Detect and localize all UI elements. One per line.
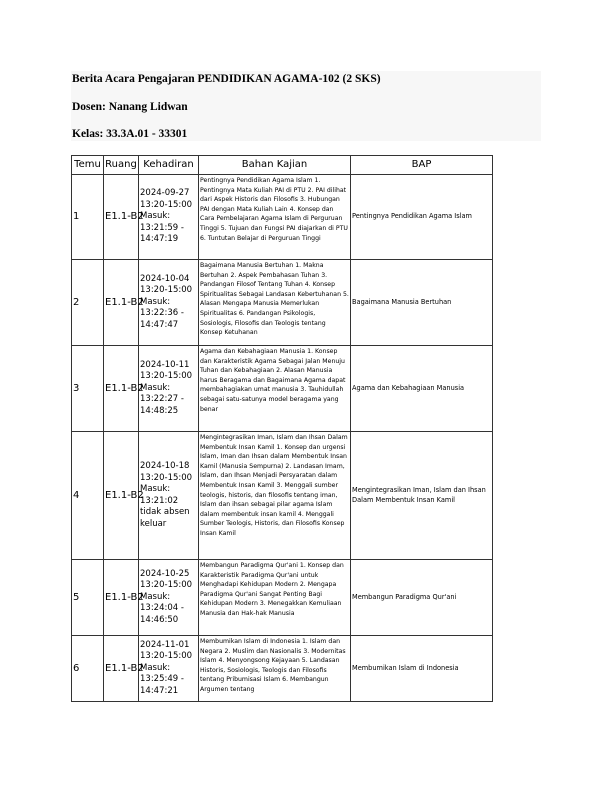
- column-header-bahan-kajian: Bahan Kajian: [199, 156, 351, 175]
- cell-ruang: E1.1-B2: [104, 175, 139, 260]
- table-row: [72, 346, 493, 432]
- cell-bahan-kajian: Agama dan Kebahagiaan Manusia 1. Konsep dan Karakteristik Agama Sebagai Jalan Menuju Tuhan dan Kebahagiaan 2. Alasan Manusia harus Beragama dan Bagaimana Agama dapat membahagiakan umat manusia 3. Tauhidullah sebagai satu-satunya model beragama yang benar: [199, 346, 351, 432]
- cell-kehadiran: 2024-10-11 13:20-15:00 Masuk: 13:22:27 - 14:48:25: [139, 346, 199, 432]
- cell-bahan-kajian: Bagaimana Manusia Bertuhan 1. Makna Bertuhan 2. Aspek Pembahasan Tuhan 3. Pandangan Filosof Tentang Tuhan 4. Konsep Spiritualitas Sebagai Landasan Kebertuhanan 5. Alasan Mengapa Manusia Memerlukan Spiritualitas 6. Pandangan Psikologis, Sosiologis, Filosofis dan Teologis tentang Konsep Ketuhanan: [199, 260, 351, 346]
- cell-temu: 3: [72, 346, 104, 432]
- lecturer-name: Dosen: Nanang Lidwan: [72, 101, 188, 113]
- column-header-ruang: Ruang: [104, 156, 139, 175]
- column-header-temu: Temu: [72, 156, 104, 175]
- document-title: Berita Acara Pengajaran PENDIDIKAN AGAMA-102 (2 SKS): [72, 73, 381, 85]
- cell-ruang: E1.1-B2: [104, 432, 139, 560]
- cell-bahan-kajian: Membangun Paradigma Qur'ani 1. Konsep dan Karakteristik Paradigma Qur'ani untuk Menghadapi Kehidupan Modern 2. Mengapa Paradigma Qur'ani Sangat Penting Bagi Kehidupan Modern 3. Menegakkan Kemuliaan Manusia dan Hak-hak Manusia: [199, 560, 351, 636]
- table-row: [72, 560, 493, 636]
- cell-bap: Pentingnya Pendidikan Agama Islam: [351, 175, 493, 260]
- cell-bap: Bagaimana Manusia Bertuhan: [351, 260, 493, 346]
- table-row: [72, 432, 493, 560]
- table-row: [72, 636, 493, 702]
- cell-kehadiran: 2024-10-18 13:20-15:00 Masuk: 13:21:02 tidak absen keluar: [139, 432, 199, 560]
- cell-kehadiran: 2024-10-04 13:20-15:00 Masuk: 13:22:36 - 14:47:47: [139, 260, 199, 346]
- cell-kehadiran: 2024-11-01 13:20-15:00 Masuk: 13:25:49 - 14:47:21: [139, 636, 199, 702]
- cell-kehadiran: 2024-09-27 13:20-15:00 Masuk: 13:21:59 - 14:47:19: [139, 175, 199, 260]
- cell-bap: Membumikan Islam di Indonesia: [351, 636, 493, 702]
- cell-kehadiran: 2024-10-25 13:20-15:00 Masuk: 13:24:04 - 14:46:50: [139, 560, 199, 636]
- cell-bap: Mengintegrasikan Iman, Islam dan Ihsan Dalam Membentuk Insan Kamil: [351, 432, 493, 560]
- table-row: [72, 260, 493, 346]
- cell-temu: 5: [72, 560, 104, 636]
- column-header-kehadiran: Kehadiran: [139, 156, 199, 175]
- cell-ruang: E1.1-B2: [104, 260, 139, 346]
- cell-temu: 6: [72, 636, 104, 702]
- cell-bahan-kajian: Mengintegrasikan Iman, Islam dan Ihsan Dalam Membentuk Insan Kamil 1. Konsep dan urgensi Islam, Iman dan Ihsan dalam Membentuk Insan Kamil (Manusia Sempurna) 2. Landasan Imam, Islam, dan Ihsan Menjadi Persyaratan dalam Membentuk Insan Kamil 3. Menggali sumber teologis, historis, dan filosofis tentang iman, Islam dan ihsan sebagai pilar agama Islam dalam membentuk insan kamil 4. Menggali Sumber Teologis, Historis, dan Filosofis Konsep Insan Kamil: [199, 432, 351, 560]
- cell-temu: 4: [72, 432, 104, 560]
- cell-bahan-kajian: Membumikan Islam di Indonesia 1. Islam dan Negara 2. Muslim dan Nasionalis 3. Modernitas Islam 4. Menyongsong Kejayaan 5. Landasan Historis, Sosiologis, Teologis dan Filosofis tentang Pribumisasi Islam 6. Membangun Argumen tentang: [199, 636, 351, 702]
- cell-temu: 1: [72, 175, 104, 260]
- cell-ruang: E1.1-B2: [104, 346, 139, 432]
- document-header: [71, 71, 541, 141]
- cell-ruang: E1.1-B2: [104, 636, 139, 702]
- class-code: Kelas: 33.3A.01 - 33301: [72, 128, 188, 140]
- cell-bahan-kajian: Pentingnya Pendidikan Agama Islam 1. Pentingnya Mata Kuliah PAI di PTU 2. PAI dilihat dari Aspek Historis dan Filosofis 3. Hubungan PAI dengan Mata Kuliah Lain 4. Konsep dan Cara Pembelajaran Agama Islam di Perguruan Tinggi 5. Tujuan dan Fungsi PAI diajarkan di PTU 6. Tuntutan Belajar di Perguruan Tinggi: [199, 175, 351, 260]
- table-row: [72, 175, 493, 260]
- teaching-record-table: [71, 155, 493, 702]
- column-header-bap: BAP: [351, 156, 493, 175]
- cell-bap: Agama dan Kebahagiaan Manusia: [351, 346, 493, 432]
- cell-ruang: E1.1-B2: [104, 560, 139, 636]
- cell-temu: 2: [72, 260, 104, 346]
- cell-bap: Membangun Paradigma Qur'ani: [351, 560, 493, 636]
- table-header-row: [72, 156, 493, 175]
